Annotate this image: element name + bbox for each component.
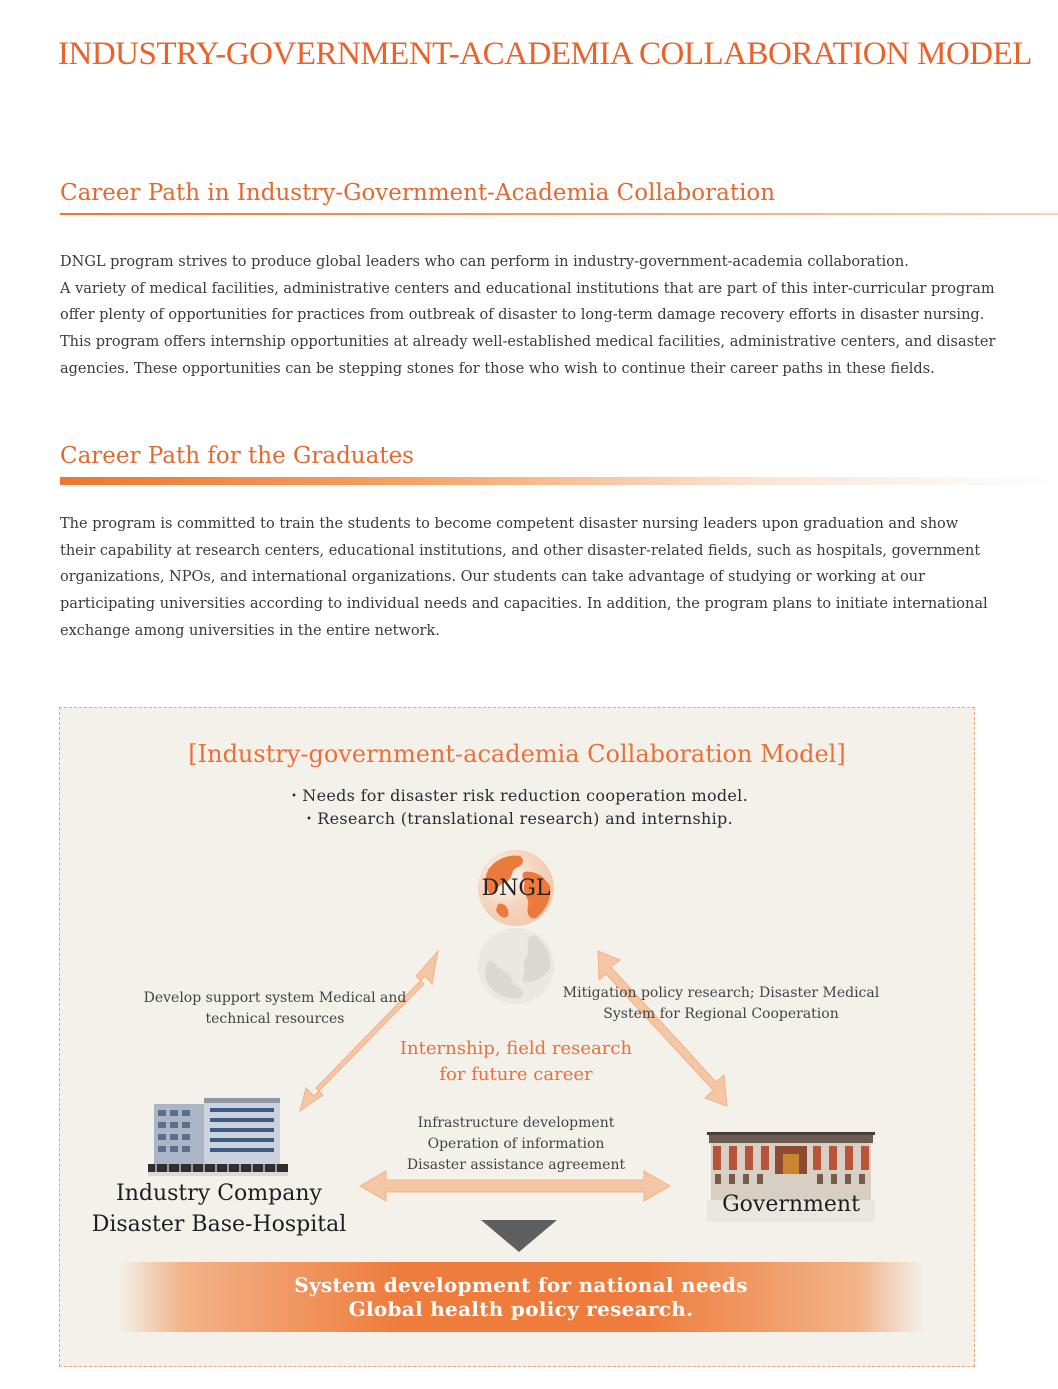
section-heading-graduates: Career Path for the Graduates	[60, 443, 414, 469]
collaboration-model-diagram	[59, 707, 975, 1367]
note-line: Internship, field research	[399, 1038, 633, 1059]
paragraph-line: exchange among universities in the entire network.	[60, 622, 440, 639]
industry-node-label	[74, 1178, 364, 1240]
section-rule	[60, 477, 1058, 485]
note-line: System for Regional Cooperation	[603, 1006, 839, 1022]
graduates-paragraph	[60, 511, 1020, 645]
diagram-title: [Industry-government-academia Collaboration Model]	[188, 740, 846, 768]
down-arrow-icon	[481, 1220, 557, 1252]
note-line: Infrastructure development	[417, 1115, 615, 1131]
paragraph-line: A variety of medical facilities, administrative centers and educational institutions that are part of this inter-curricular program	[60, 280, 995, 297]
industry-label-line: Disaster Base-Hospital	[91, 1212, 347, 1237]
note-line: Disaster assistance agreement	[406, 1157, 626, 1173]
industry-label-line: Industry Company	[116, 1181, 322, 1206]
right-link-note	[556, 983, 886, 1025]
needs-item: ・Needs for disaster risk reduction cooperation model.	[286, 786, 748, 805]
collaboration-paragraph	[60, 249, 1020, 383]
paragraph-line: organizations, NPOs, and international organizations. Our students can take advantage of studying or working at our	[60, 569, 926, 586]
dngl-node-label: DNGL	[481, 876, 551, 901]
note-line: technical resources	[205, 1011, 345, 1027]
outcome-line: System development for national needs	[294, 1273, 748, 1297]
paragraph-line: DNGL program strives to produce global leaders who can perform in industry-government-academia collaboration.	[60, 254, 909, 270]
paragraph-line: their capability at research centers, educational institutions, and other disaster-related fields, such as hospitals, government	[60, 542, 981, 559]
paragraph-line: agencies. These opportunities can be stepping stones for those who wish to continue their career paths in these fields.	[60, 360, 935, 377]
hospital-building-icon	[148, 1096, 288, 1186]
paragraph-line: This program offers internship opportunities at already well-established medical facilities, administrative centers, and disaster	[60, 334, 996, 351]
outcome-line: Global health policy research.	[348, 1297, 694, 1321]
needs-item: ・Research (translational research) and internship.	[301, 809, 733, 828]
bottom-link-note	[376, 1113, 656, 1176]
paragraph-line: The program is committed to train the students to become competent disaster nursing leaders upon graduation and show	[60, 516, 959, 532]
paragraph-line: offer plenty of opportunities for practices from outbreak of disaster to long-term damage recovery efforts in disaster nursing.	[60, 307, 985, 324]
note-line: Operation of information	[427, 1136, 605, 1152]
left-link-note	[120, 988, 430, 1030]
globe-reflection-icon	[476, 926, 556, 1006]
note-line: Develop support system Medical and	[143, 990, 407, 1006]
paragraph-line: participating universities according to individual needs and capacities. In addition, the program plans to initiate international	[60, 596, 988, 613]
center-note	[356, 1036, 676, 1088]
outcome-banner	[118, 1262, 924, 1332]
section-heading-collaboration: Career Path in Industry-Government-Academia Collaboration	[60, 180, 776, 206]
note-line: for future career	[439, 1064, 593, 1085]
government-node-label: Government	[722, 1192, 860, 1217]
section-rule	[60, 213, 1058, 215]
note-line: Mitigation policy research; Disaster Medical	[562, 985, 880, 1001]
page-title: INDUSTRY-GOVERNMENT-ACADEMIA COLLABORATION MODEL	[58, 36, 1032, 72]
